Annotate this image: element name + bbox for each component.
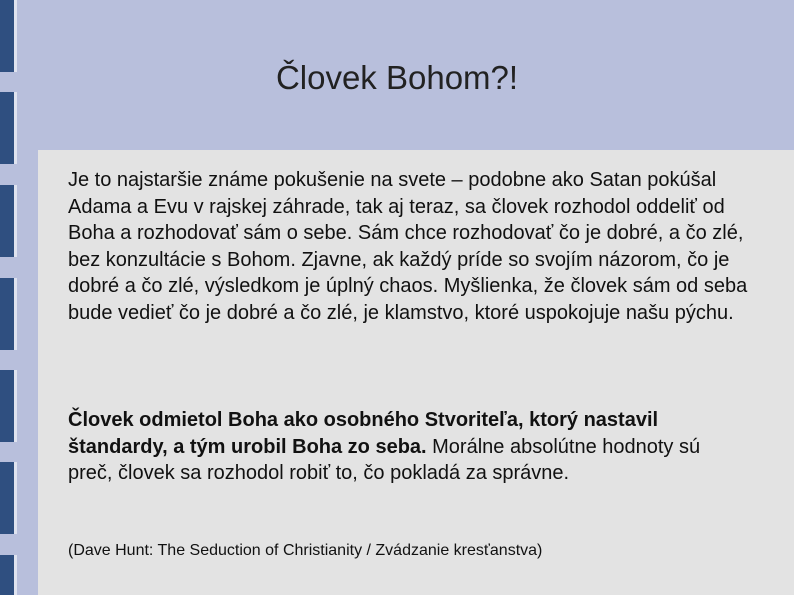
left-decoration-bar [0, 185, 17, 257]
paragraph-conclusion [68, 407, 748, 487]
left-decoration-bar [0, 555, 17, 595]
slide-title: Človek Bohom?! [275, 59, 519, 96]
left-decoration-bar [0, 278, 17, 350]
paragraph-conclusion-regular: Morálne absolútne hodnoty sú preč, človek sa rozhodol robiť to, čo pokladá za správne. [68, 435, 701, 484]
citation: (Dave Hunt: The Seduction of Christianity / Zvádzanie kresťanstva) [68, 542, 543, 559]
paragraph-conclusion-bold: Človek odmietol Boha ako osobného Stvoriteľa, ktorý nastavil štandardy, a tým urobil Boha zo seba. [68, 409, 659, 458]
left-decoration-bar [0, 370, 17, 442]
left-decoration-bar [0, 92, 17, 164]
left-decoration-bar [0, 462, 17, 534]
paragraph-main: Je to najstaršie známe pokušenie na svete – podobne ako Satan pokúšal Adama a Evu v rajskej záhrade, tak aj teraz, sa človek rozhodol oddeliť od Boha a rozhodovať sám o sebe. Sám chce rozhodovať čo je dobré, a čo zlé, bez konzultácie s Bohom. Zjavne, ak každý príde so svojím názorom, čo je dobré a čo zlé, výsledkom je úplný chaos. Myšlienka, že človek sám od seba bude vedieť čo je dobré a čo zlé, je klamstvo, ktoré uspokojuje našu pýchu. [68, 169, 748, 324]
